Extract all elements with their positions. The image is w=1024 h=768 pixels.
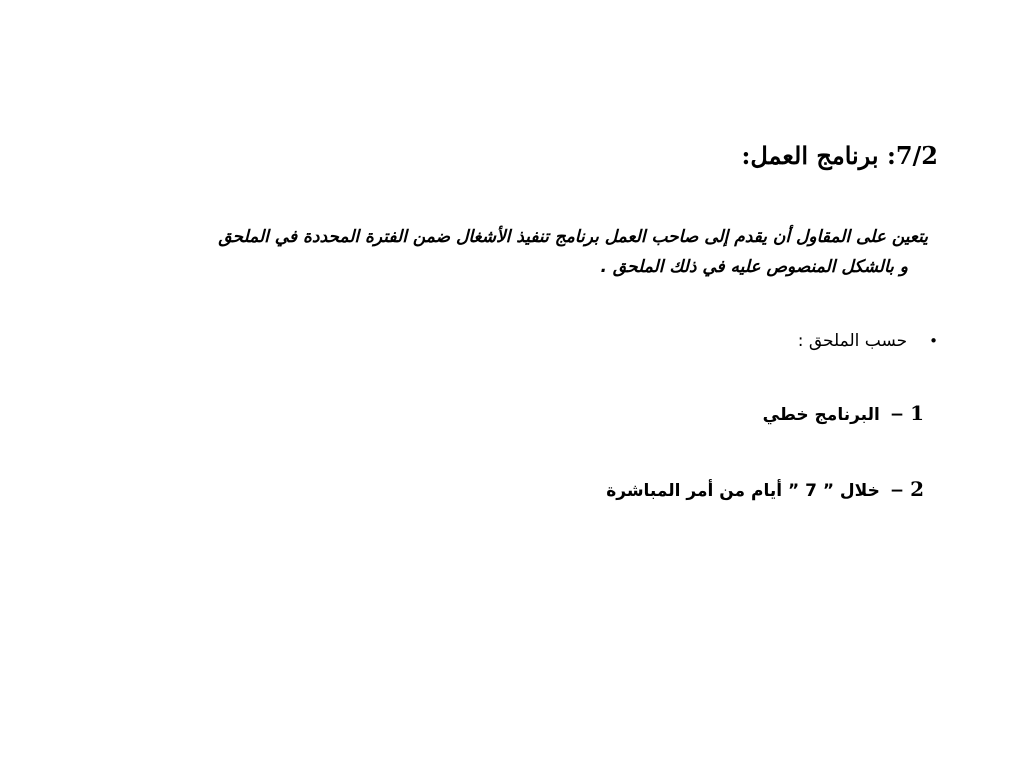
body-paragraph [98,222,928,282]
bullet-item [798,326,938,356]
item-text: خلال ” 7 ” أيام من أمر المباشرة [606,481,880,501]
paragraph-line-2: و بالشكل المنصوص عليه في ذلك الملحق . [600,257,908,277]
item-dash: − [889,405,905,425]
item-text: البرنامج خطي [762,405,880,425]
bullet-icon: • [929,332,938,350]
item-number: 1 [910,401,924,425]
paragraph-line-1: يتعين على المقاول أن يقدم إلى صاحب العمل برنامج تنفيذ الأشغال ضمن الفترة المحددة في الملحق [218,227,928,247]
item-dash: − [889,481,905,501]
bullet-text: حسب الملحق : [797,331,908,351]
numbered-item-1 [763,398,924,430]
numbered-item-2 [606,474,924,506]
item-number: 2 [910,477,924,501]
section-heading: 7/2: برنامج العمل: [741,141,938,170]
